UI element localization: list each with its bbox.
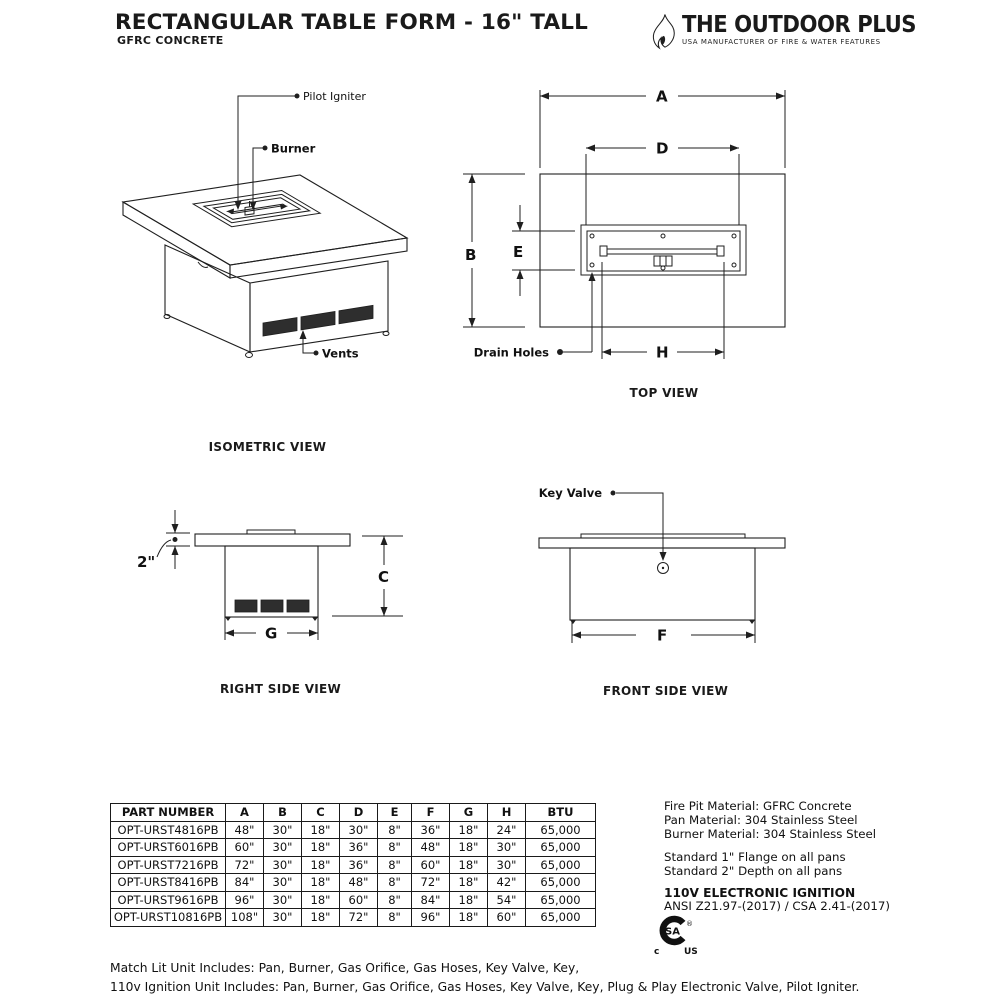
dim-cell: 60" [412, 856, 450, 874]
page-title: RECTANGULAR TABLE FORM - 16" TALL [115, 10, 589, 35]
dim-cell: 30" [264, 891, 302, 909]
vents-label: Vents [322, 346, 359, 361]
front-side-view-drawing [480, 470, 840, 655]
burner-label: Burner [271, 141, 316, 156]
dim-cell: 18" [302, 874, 340, 892]
dim-cell: 30" [488, 839, 526, 857]
brand-tagline: USA MANUFACTURER OF FIRE & WATER FEATURES [682, 38, 881, 46]
dim-cell: 30" [264, 874, 302, 892]
col-header-f: F [412, 804, 450, 822]
dim-label-a: A [656, 87, 668, 106]
table-foot [749, 620, 755, 624]
dim-cell: 36" [340, 856, 378, 874]
dim-label-f: F [657, 626, 668, 645]
col-header-e: E [378, 804, 412, 822]
dim-cell: 18" [302, 891, 340, 909]
dim-cell: 54" [488, 891, 526, 909]
dim-cell: 8" [378, 874, 412, 892]
standard-flange: Standard 1" Flange on all pans [664, 849, 846, 864]
dim-cell: 60" [226, 839, 264, 857]
table-foot [312, 617, 318, 621]
table-row [111, 839, 596, 857]
part-number-cell: OPT-URST7216PB [111, 856, 226, 874]
dim-cell: 18" [450, 839, 488, 857]
dim-cell: 30" [264, 909, 302, 927]
brand-logo [650, 12, 936, 62]
front-side-view-caption: FRONT SIDE VIEW [603, 684, 729, 698]
dim-cell: 30" [488, 856, 526, 874]
dim-cell: 48" [412, 839, 450, 857]
materials-info [664, 800, 890, 914]
dim-cell: 96" [226, 891, 264, 909]
isometric-view-drawing [100, 80, 440, 380]
dim-cell: 30" [264, 856, 302, 874]
dim-label-c: C [378, 568, 390, 586]
fire-pit-material: Fire Pit Material: GFRC Concrete [664, 799, 852, 813]
key-valve-label: Key Valve [538, 486, 602, 500]
dim-cell: 36" [340, 839, 378, 857]
burner-material: Burner Material: 304 Stainless Steel [664, 826, 877, 841]
dim-cell: 72" [412, 874, 450, 892]
dim-label-g: G [265, 624, 278, 643]
dim-cell: 84" [412, 891, 450, 909]
dim-cell: 96" [412, 909, 450, 927]
drain-holes-label: Drain Holes [473, 345, 549, 360]
col-header-c: C [302, 804, 340, 822]
dim-cell: 48" [340, 874, 378, 892]
pan-material: Pan Material: 304 Stainless Steel [664, 812, 858, 827]
brand-name: THE OUTDOOR PLUS [682, 12, 917, 38]
ignition-title: 110V ELECTRONIC IGNITION [664, 885, 856, 900]
dim-cell: 8" [378, 821, 412, 839]
drain-hole [590, 263, 594, 267]
callout-dot [557, 349, 563, 355]
dim-label-d: D [656, 139, 669, 158]
col-header-b: B [264, 804, 302, 822]
btu-cell: 65,000 [526, 874, 596, 892]
drain-hole [732, 234, 736, 238]
dim-label-e: E [513, 243, 524, 261]
btu-cell: 65,000 [526, 891, 596, 909]
dim-cell: 24" [488, 821, 526, 839]
col-header-g: G [450, 804, 488, 822]
csa-inner-text: SA [665, 926, 680, 938]
table-row [111, 909, 596, 927]
csa-c-text: c [654, 947, 660, 957]
dim-cell: 42" [488, 874, 526, 892]
standard-depth: Standard 2" Depth on all pans [664, 863, 843, 878]
table-foot [246, 353, 253, 358]
part-number-cell: OPT-URST6016PB [111, 839, 226, 857]
dim-cell: 18" [450, 821, 488, 839]
top-view-drawing [450, 80, 840, 380]
pilot-igniter-label: Pilot Igniter [303, 90, 366, 103]
dim-cell: 8" [378, 909, 412, 927]
btu-cell: 65,000 [526, 909, 596, 927]
dim-label-2in: 2" [137, 553, 156, 571]
page-subtitle: GFRC CONCRETE [117, 34, 224, 47]
table-row [111, 821, 596, 839]
part-number-cell: OPT-URST8416PB [111, 874, 226, 892]
col-header-h: H [488, 804, 526, 822]
dim-cell: 8" [378, 891, 412, 909]
dim-cell: 8" [378, 856, 412, 874]
right-side-view-caption: RIGHT SIDE VIEW [220, 682, 342, 696]
dim-cell: 36" [412, 821, 450, 839]
table-foot [570, 620, 576, 624]
part-number-cell: OPT-URST4816PB [111, 821, 226, 839]
spec-table [110, 803, 596, 927]
dim-cell: 18" [302, 856, 340, 874]
col-header-btu: BTU [526, 804, 596, 822]
ignition-unit-note: 110v Ignition Unit Includes: Pan, Burner, Gas Orifice, Gas Hoses, Key Valve, Key, Plug & Play Electronic Valve, Pilot Igniter. [110, 979, 860, 994]
dim-cell: 18" [302, 839, 340, 857]
dim-cell: 60" [340, 891, 378, 909]
csa-us-text: US [684, 947, 698, 957]
dim-cell: 18" [450, 891, 488, 909]
dim-cell: 18" [450, 856, 488, 874]
dim-cell: 108" [226, 909, 264, 927]
dim-label-h: H [656, 343, 669, 362]
callout-dot [173, 537, 178, 542]
match-lit-note: Match Lit Unit Includes: Pan, Burner, Gas Orifice, Gas Hoses, Key Valve, Key, [110, 961, 580, 975]
drain-hole [732, 263, 736, 267]
part-number-cell: OPT-URST9616PB [111, 891, 226, 909]
col-header-a: A [226, 804, 264, 822]
flame-icon [650, 12, 678, 62]
included-items-notes [110, 959, 859, 996]
dim-cell: 30" [264, 839, 302, 857]
part-number-cell: OPT-URST10816PB [111, 909, 226, 927]
col-header-d: D [340, 804, 378, 822]
dim-cell: 60" [488, 909, 526, 927]
drain-hole [661, 266, 665, 270]
dim-cell: 30" [264, 821, 302, 839]
table-foot [225, 617, 231, 621]
certification-line: ANSI Z21.97-(2017) / CSA 2.41-(2017) [664, 899, 890, 914]
dim-cell: 18" [450, 874, 488, 892]
btu-cell: 65,000 [526, 839, 596, 857]
dim-cell: 18" [450, 909, 488, 927]
dim-cell: 72" [226, 856, 264, 874]
spec-table-header-row [111, 804, 596, 822]
dim-label-b: B [465, 246, 477, 264]
dim-cell: 8" [378, 839, 412, 857]
top-view-caption: TOP VIEW [629, 386, 699, 400]
drain-hole [661, 234, 665, 238]
csa-certification-icon [652, 914, 708, 958]
table-foot [383, 332, 389, 336]
drain-hole [590, 234, 594, 238]
callout-dot [611, 491, 616, 496]
table-row [111, 856, 596, 874]
dim-cell: 48" [226, 821, 264, 839]
dim-cell: 72" [340, 909, 378, 927]
dim-cell: 30" [340, 821, 378, 839]
btu-cell: 65,000 [526, 821, 596, 839]
dim-cell: 84" [226, 874, 264, 892]
dim-cell: 18" [302, 821, 340, 839]
btu-cell: 65,000 [526, 856, 596, 874]
right-side-view-drawing [110, 470, 430, 655]
csa-registered-mark: ® [686, 920, 693, 928]
table-row [111, 874, 596, 892]
table-row [111, 891, 596, 909]
col-header-part-number: PART NUMBER [111, 804, 226, 822]
dim-cell: 18" [302, 909, 340, 927]
isometric-view-caption: ISOMETRIC VIEW [208, 440, 327, 454]
